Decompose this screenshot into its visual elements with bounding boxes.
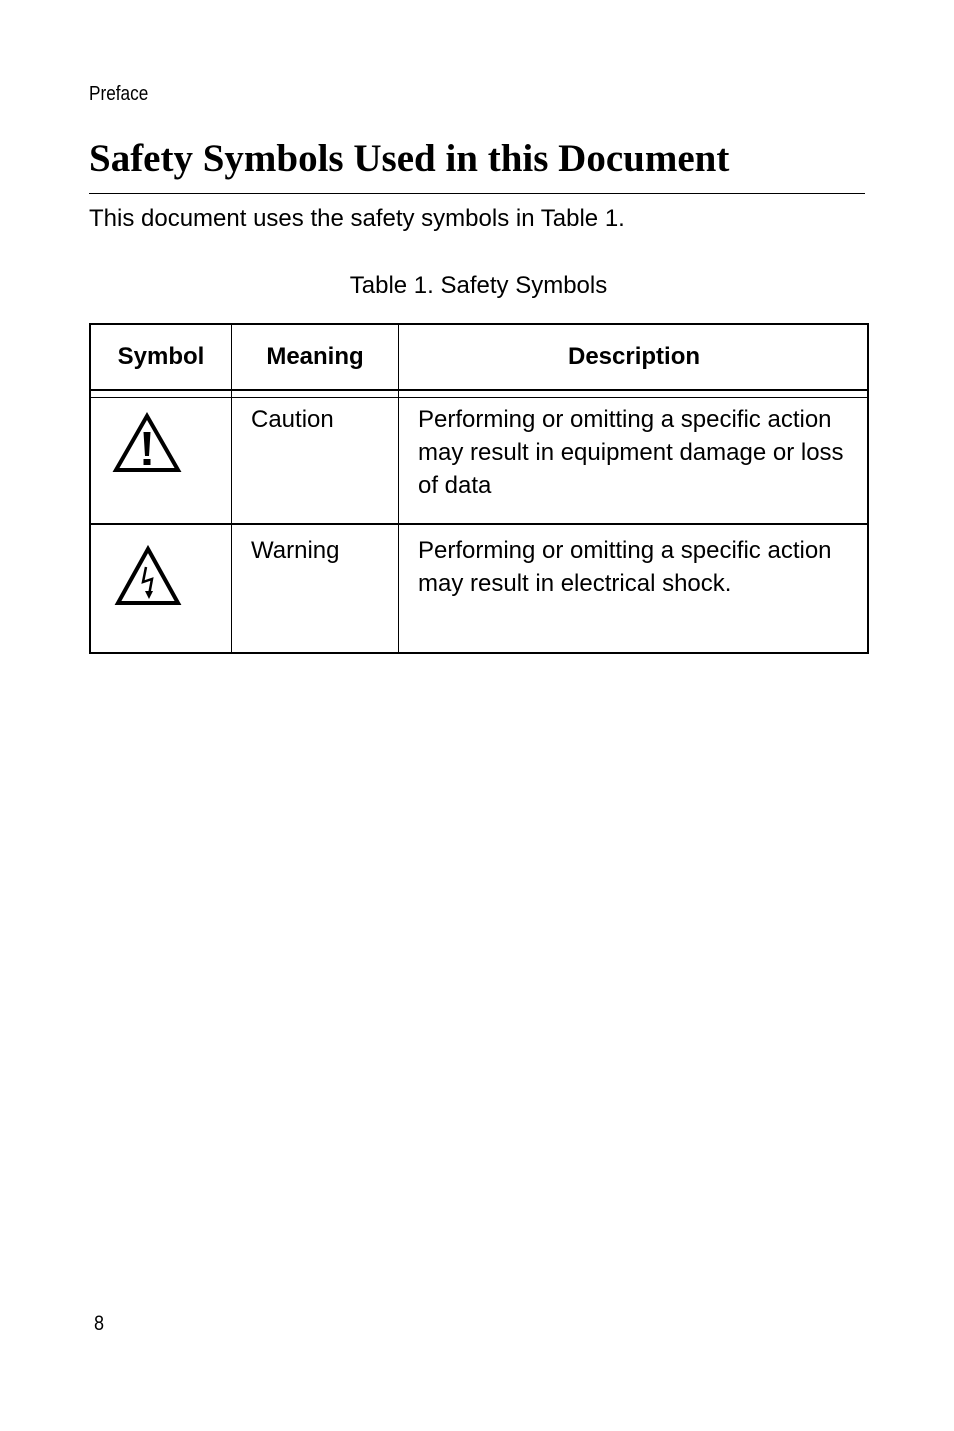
column-divider bbox=[231, 325, 232, 652]
column-header-description: Description bbox=[567, 343, 701, 370]
header-rule-double bbox=[91, 397, 867, 398]
meaning-cell: Warning bbox=[251, 537, 340, 564]
column-header-symbol: Symbol bbox=[117, 343, 205, 370]
page-title: Safety Symbols Used in this Document bbox=[89, 137, 730, 180]
intro-paragraph: This document uses the safety symbols in Table 1. bbox=[89, 205, 625, 232]
electrical-shock-warning-triangle-icon bbox=[114, 545, 182, 607]
page-number: 8 bbox=[94, 1312, 105, 1335]
meaning-cell: Caution bbox=[251, 406, 334, 433]
column-divider bbox=[398, 325, 399, 652]
header-rule bbox=[91, 389, 867, 391]
running-header: Preface bbox=[89, 83, 149, 105]
title-rule bbox=[89, 193, 865, 194]
safety-symbols-table bbox=[89, 323, 869, 654]
row-divider bbox=[91, 523, 867, 525]
description-cell: Performing or omitting a specific action may result in electrical shock. bbox=[418, 537, 832, 597]
table-caption: Table 1. Safety Symbols bbox=[349, 272, 608, 299]
caution-exclamation-triangle-icon bbox=[112, 412, 182, 474]
description-cell: Performing or omitting a specific action may result in equipment damage or loss of data bbox=[418, 406, 844, 499]
column-header-meaning: Meaning bbox=[266, 343, 364, 370]
